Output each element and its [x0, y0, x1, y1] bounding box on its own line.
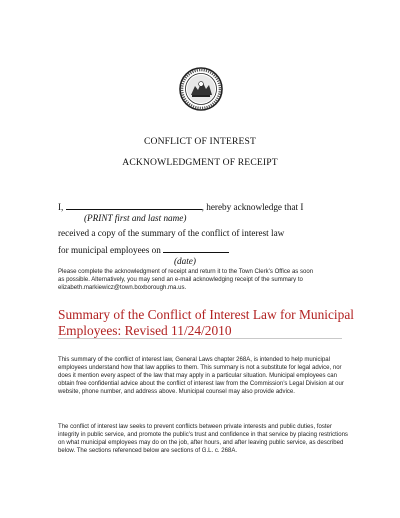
- paragraph-line: This summary of the conflict of interest law, General Laws chapter 268A, is intended to help municipal: [58, 357, 330, 363]
- instructions-paragraph: [58, 269, 313, 293]
- name-hint: (PRINT first and last name): [84, 213, 187, 223]
- section-divider: [58, 338, 342, 339]
- paragraph-line: below. The sections referenced below are sections of G.L. c. 268A.: [58, 447, 238, 454]
- instructions-line: as possible. Alternatively, you may send an e-mail acknowledging receipt of the summary to: [58, 276, 303, 283]
- name-suffix: , hereby acknowledge that I: [201, 202, 304, 212]
- paragraph-line: employees understand how that law applies to them. This summary is not a substitute for legal advice, nor: [58, 364, 342, 371]
- paragraph-line: website, phone number, and address above. Municipal counsel may also provide advice.: [58, 388, 295, 395]
- summary-paragraph-1: [58, 357, 344, 397]
- summary-title-line: Summary of the Conflict of Interest Law for Municipal: [58, 307, 355, 322]
- summary-title-line: Employees: Revised 11/24/2010: [58, 322, 232, 338]
- name-blank-field[interactable]: [66, 202, 202, 210]
- paragraph-line: on what municipal employees may do on the job, after hours, and after leaving public service, as described: [58, 439, 344, 446]
- summary-title: [58, 307, 358, 338]
- form-line-date: [58, 245, 229, 255]
- document-title: CONFLICT OF INTEREST: [143, 136, 257, 147]
- paragraph-line: The conflict of interest law seeks to prevent conflicts between private interests and public duties, foster: [58, 424, 332, 430]
- document-subtitle: ACKNOWLEDGMENT OF RECEIPT: [122, 157, 278, 168]
- date-prefix: for municipal employees on: [58, 245, 161, 255]
- date-blank-field[interactable]: [163, 245, 229, 253]
- paragraph-line: integrity in public service, and promote the public’s trust and confidence in that service by placing restrictions: [58, 431, 348, 438]
- summary-paragraph-2: [58, 424, 348, 456]
- form-line-name: [58, 202, 303, 212]
- instructions-line: Please complete the acknowledgment of receipt and return it to the Town Clerk’s Office as soon: [58, 269, 314, 275]
- form-line-received: received a copy of the summary of the conflict of interest law: [58, 228, 285, 238]
- paragraph-line: obtain free confidential advice about the conflict of interest law from the Commission’s Legal Division at our: [58, 380, 344, 387]
- date-hint: (date): [174, 256, 196, 266]
- paragraph-line: does it mention every aspect of the law that may apply in a particular situation. Municipal employees can: [58, 372, 337, 379]
- town-seal-logo: [179, 67, 223, 111]
- name-prefix: I,: [58, 202, 64, 212]
- instructions-email: elizabeth.markiewicz@town.boxborough.ma.us.: [58, 284, 187, 291]
